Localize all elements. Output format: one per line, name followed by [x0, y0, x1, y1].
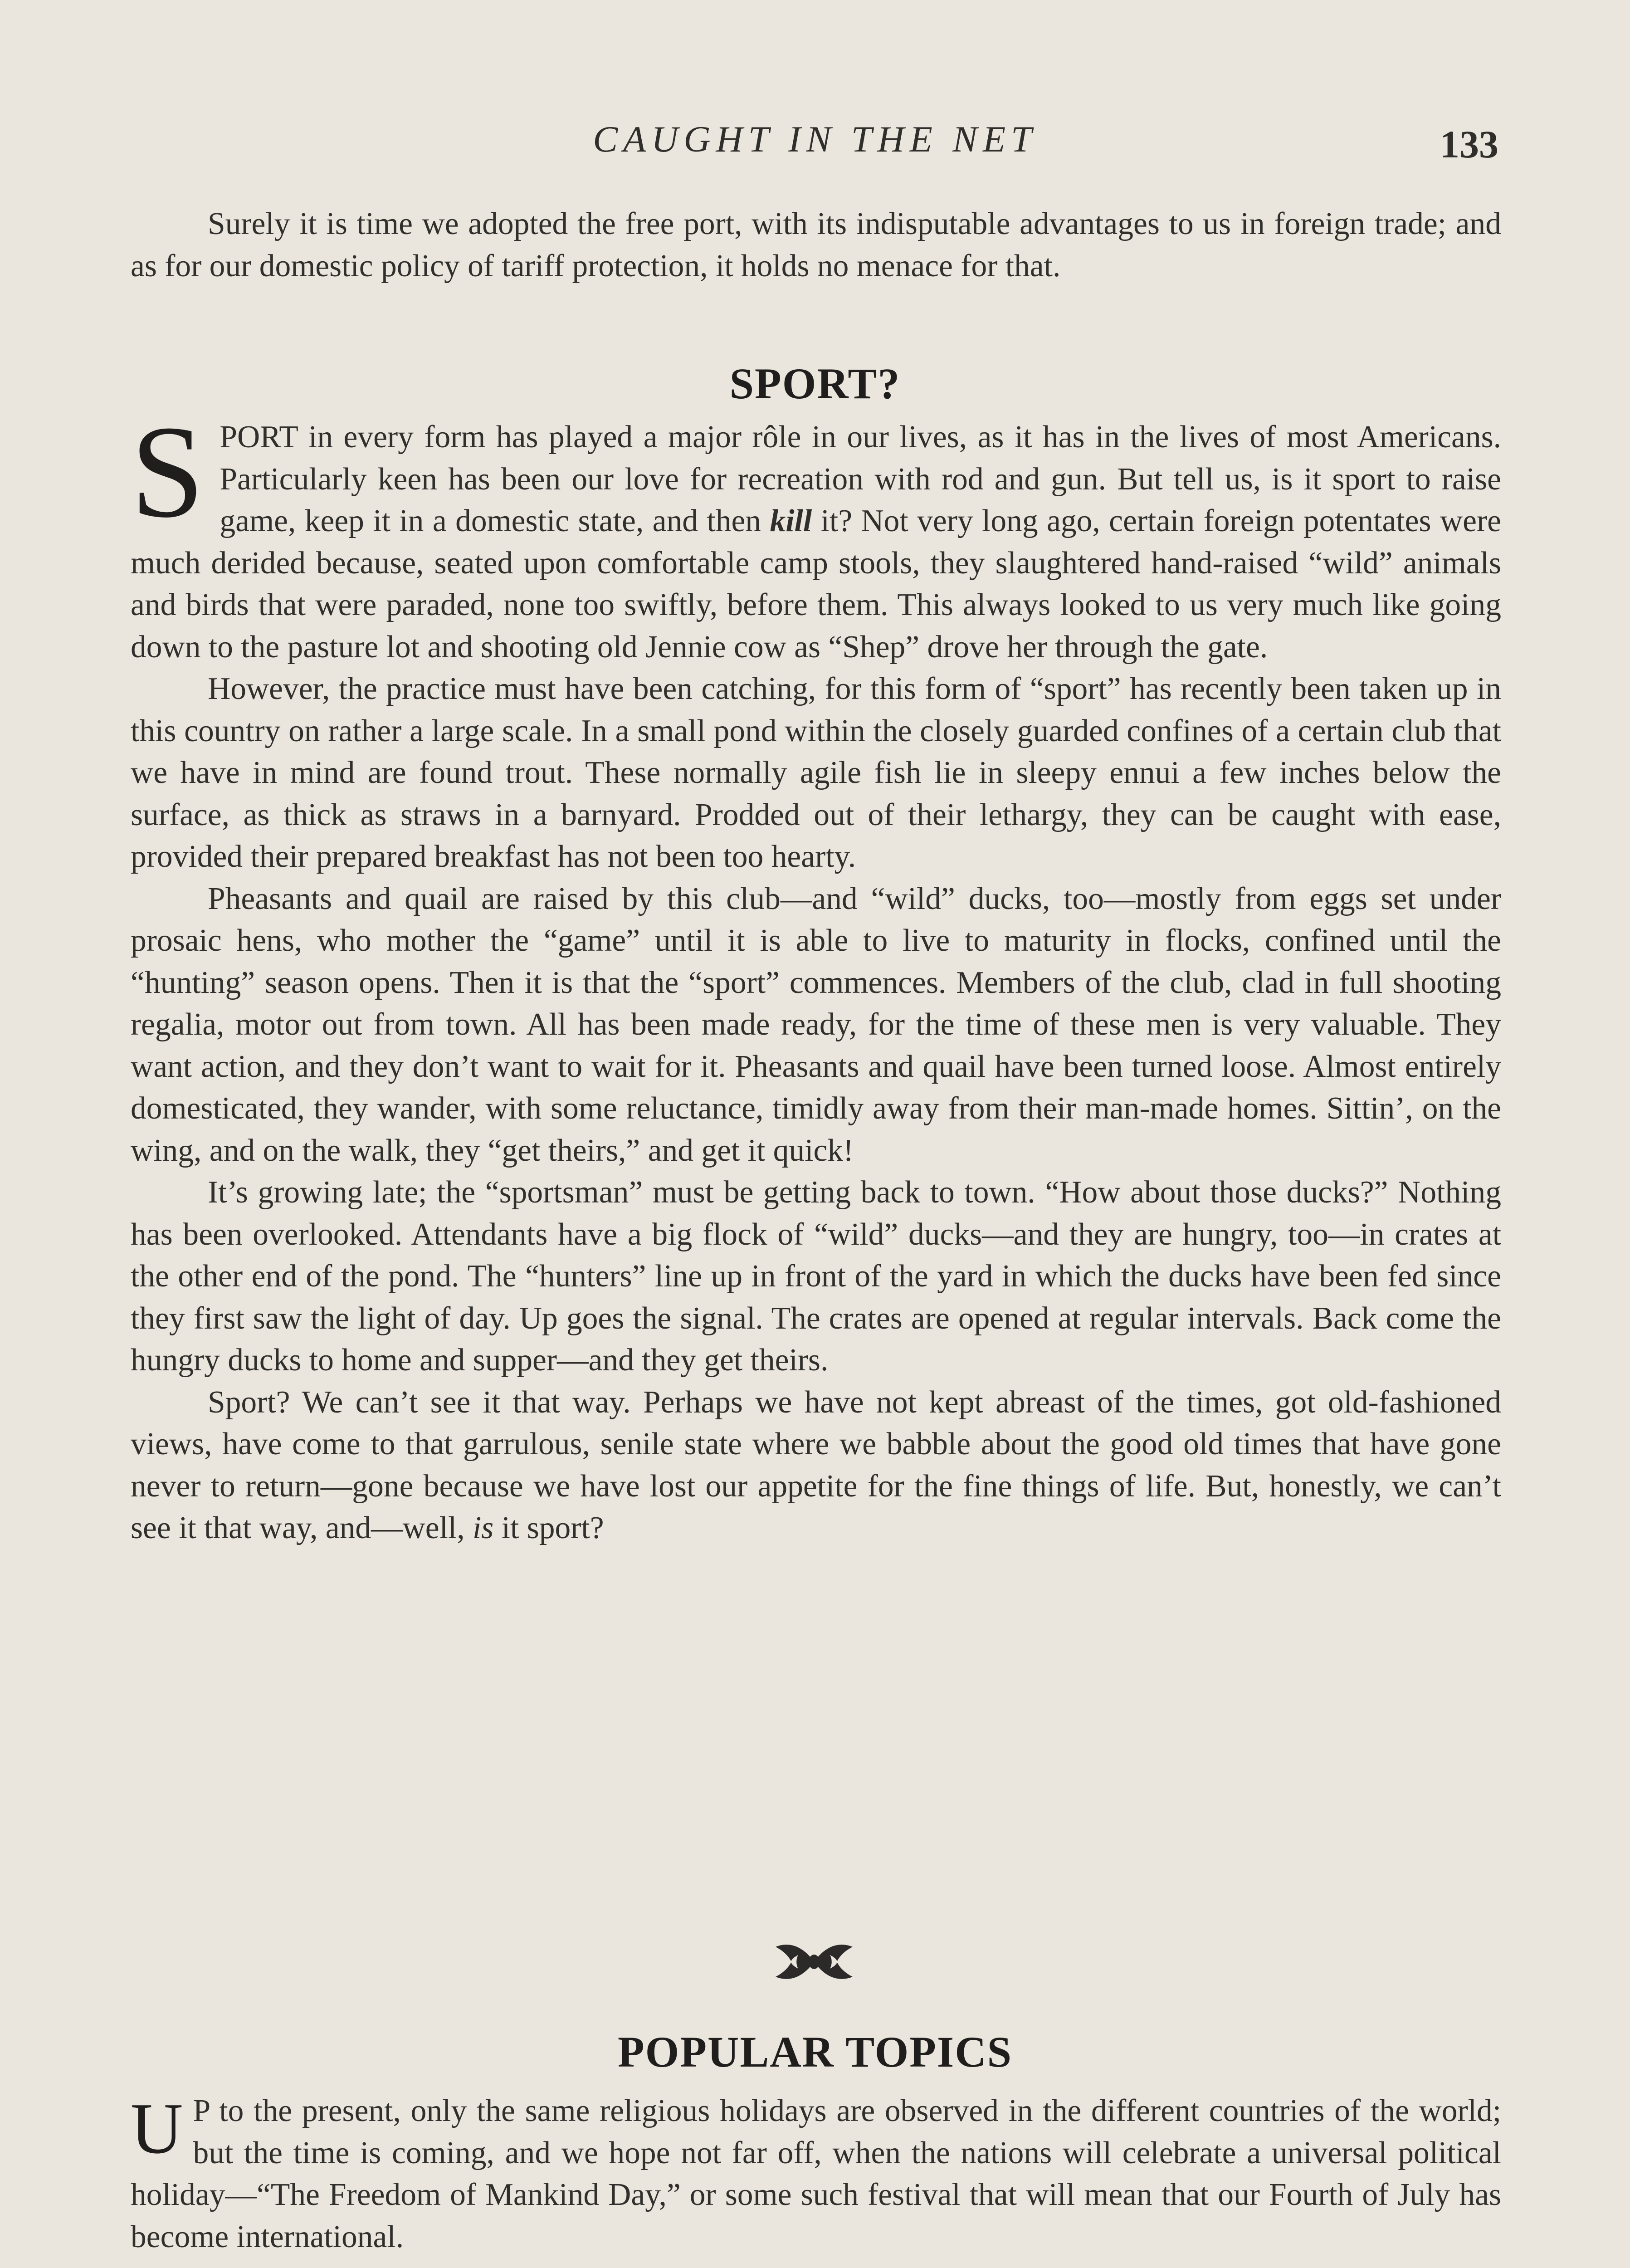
page-number: 133 — [1440, 122, 1498, 166]
sport-paragraph-5 — [131, 1382, 1501, 1549]
sport-paragraph-4: It’s growing late; the “sportsman” must be getting back to town. “How about those ducks?” Nothing has been overlooked. Attendants have a big flock of “wild” ducks—and they are hungry, too—in crates at the other end of the pond. The “hunters” line up in front of the yard in which the ducks have been fed since they first saw the light of day. Up goes the signal. The crates are opened at regular intervals. Back come the hungry ducks to home and supper—and they get theirs. — [131, 1175, 1501, 1378]
intro-text-block — [131, 203, 1501, 287]
sport-p5-emphasis: is — [472, 1510, 494, 1545]
sport-paragraph-3: Pheasants and quail are raised by this club—and “wild” ducks, too—mostly from eggs set under prosaic hens, who mother the “game” until it is able to live to maturity in flocks, confined until the “hunting” season opens. Then it is that the “sport” commences. Members of the club, clad in full shooting regalia, motor out from town. All has been made ready, for the time of these men is very valuable. They want action, and they don’t want to wait for it. Pheasants and quail have been turned loose. Almost entirely domesticated, they wander, with some reluctance, timidly away from their man-made homes. Sittin’, on the wing, and on the walk, they “get theirs,” and get it quick! — [131, 881, 1501, 1168]
sport-p5-rest: it sport? — [493, 1510, 604, 1545]
sport-heading: SPORT? — [729, 359, 901, 408]
sport-p5-lead: Sport? We can’t see it that way. Perhaps we have not kept abreast of the times, got old-fashioned views, have come to that garrulous, senile state where we babble about the good old times that have gone never to return—gone because we have lost our appetite for the fine things of life. But, honestly, we can’t see it that way, and—well, — [131, 1384, 1501, 1545]
printers-fleuron-icon — [771, 1937, 857, 1987]
popular-topics-paragraph-1 — [131, 2090, 1501, 2258]
popular-p1-text: P to the present, only the same religious holidays are observed in the different countries of the world; but the time is coming, and we hope not far off, when the nations will celebrate a universal political holiday—“The Freedom of Mankind Day,” or some such festival that will mean that our Fourth of July has become international. — [131, 2093, 1501, 2254]
sport-paragraph-1 — [131, 399, 1501, 668]
sport-article — [131, 399, 1501, 1549]
intro-paragraph: Surely it is time we adopted the free port, with its indisputable advantages to us in foreign trade; and as for our domestic policy of tariff protection, it holds no menace for that. — [131, 206, 1501, 284]
popular-topics-article — [131, 2090, 1501, 2258]
popular-topics-heading: POPULAR TOPICS — [618, 2028, 1012, 2076]
sport-p1-emphasis: kill — [770, 503, 812, 538]
running-head-title: CAUGHT IN THE NET — [593, 118, 1037, 160]
running-head — [0, 118, 1630, 172]
popular-drop-cap: U — [131, 2088, 183, 2169]
sport-drop-cap: S — [131, 399, 205, 545]
sport-p1-rest: it? Not very long ago, certain foreign potentates were much derided because, seated upon comfortable camp stools, they slaughtered hand-raised “wild” animals and birds that were paraded, none too swiftly, before them. This always looked to us very much like going down to the pasture lot and shooting old Jennie cow as “Shep” drove her through the gate. — [131, 503, 1501, 665]
sport-p1-lead: PORT in every form has played a major rôle in our lives, as it has in the lives of most Americans. Particularly keen has been our love for recreation with rod and gun. But tell us, is it sport to raise game, keep it in a domestic state, and then — [220, 420, 1501, 538]
sport-paragraph-2: However, the practice must have been catching, for this form of “sport” has recently been taken up in this country on rather a large scale. In a small pond within the closely guarded confines of a certain club that we have in mind are found trout. These normally agile fish lie in sleepy ennui a few inches below the surface, as thick as straws in a barnyard. Prodded out of their lethargy, they can be caught with ease, provided their prepared breakfast has not been too hearty. — [131, 671, 1501, 874]
